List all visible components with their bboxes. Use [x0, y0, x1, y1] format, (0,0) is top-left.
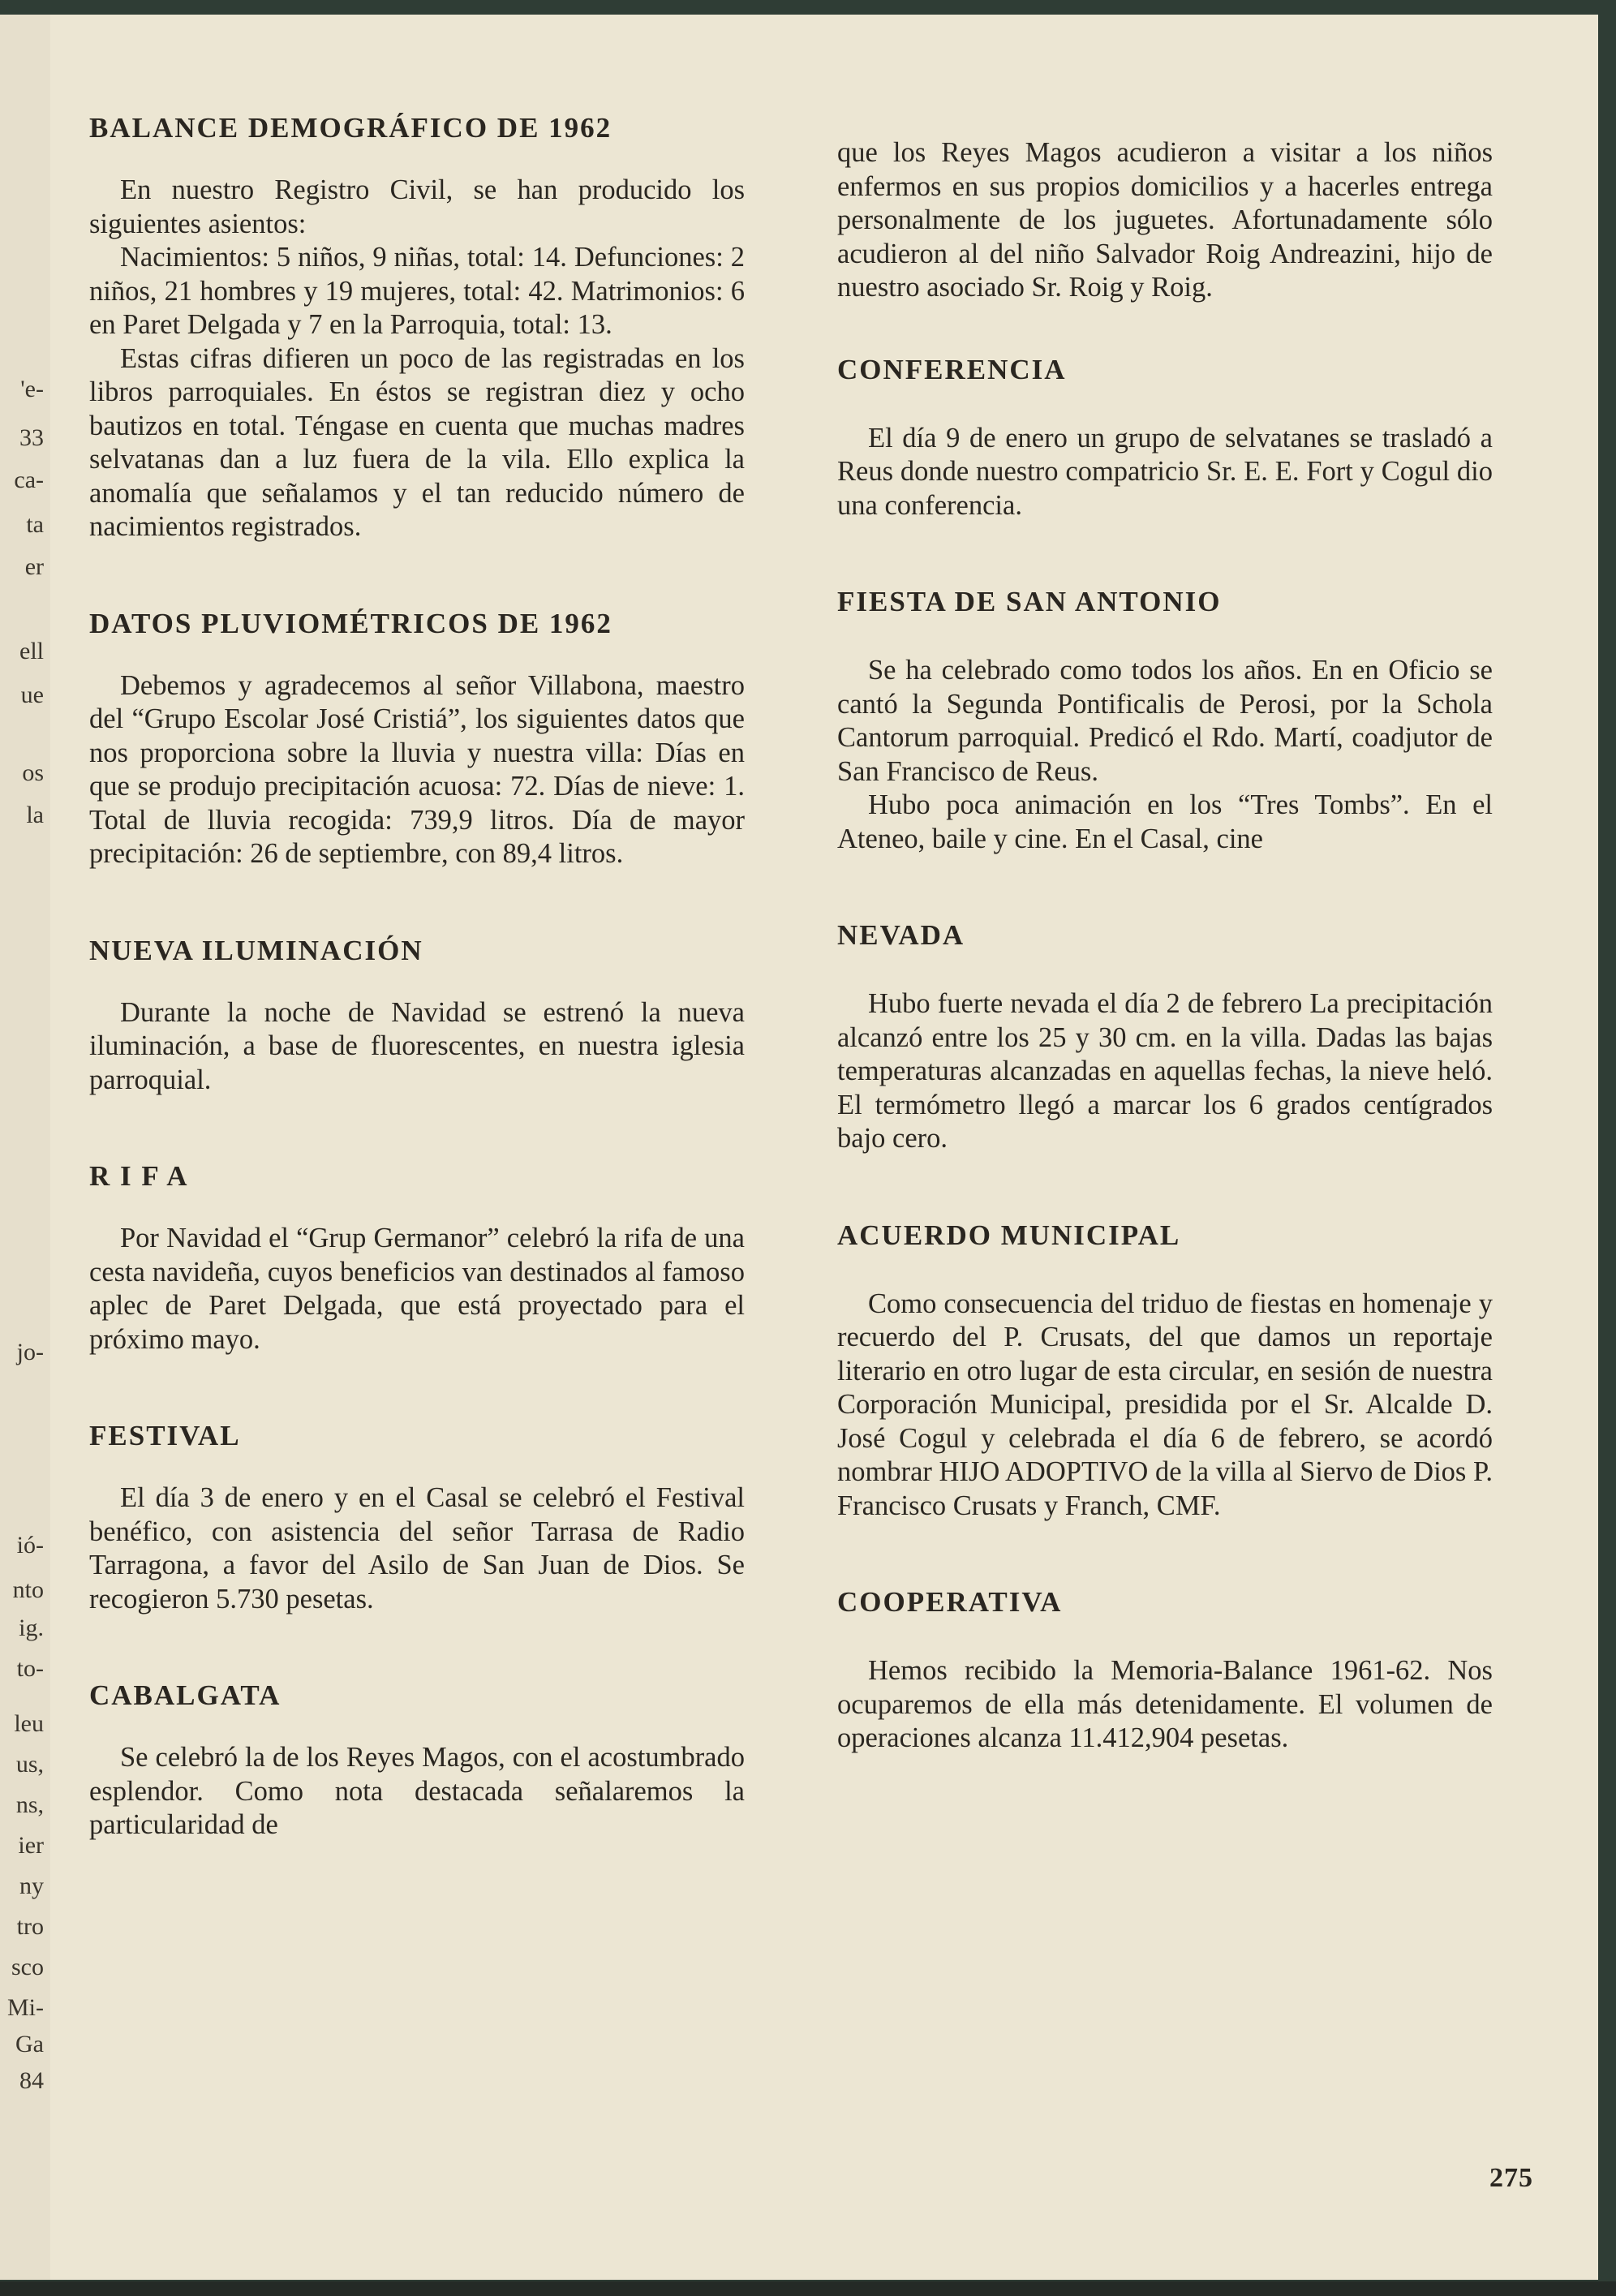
spine-fragment: ier	[18, 1832, 44, 1859]
article-section	[837, 354, 1493, 523]
spine-fragment: jo-	[16, 1339, 44, 1365]
section-paragraph: Durante la noche de Navidad se estrenó la nueva iluminación, a base de fluorescentes, en nuestra iglesia parroquial.	[89, 996, 745, 1095]
article-section	[837, 1586, 1493, 1756]
article-section	[837, 919, 1493, 1156]
right-column	[837, 136, 1493, 1819]
section-paragraph: que los Reyes Magos acudieron a visitar a los niños enfermos en sus propios domicilios y a hacerles entrega personalmente de los juguetes. Afortunadamente sólo acudieron al del niño Salvador Roig Andreazini, hijo de nuestro asociado Sr. Roig y Roig.	[837, 137, 1493, 303]
section-heading: DATOS PLUVIOMÉTRICOS DE 1962	[89, 607, 612, 639]
section-heading: ACUERDO MUNICIPAL	[837, 1219, 1181, 1251]
section-heading: R I F A	[89, 1160, 189, 1192]
spine-fragment: leu	[14, 1710, 44, 1737]
article-section	[89, 608, 745, 871]
spine-fragment: ig.	[19, 1615, 44, 1641]
section-heading: NUEVA ILUMINACIÓN	[89, 934, 423, 966]
section-paragraph: Se celebró la de los Reyes Magos, con el acostumbrado esplendor. Como nota destacada señalaremos la particularidad de	[89, 1742, 745, 1840]
spine-fragment: ny	[19, 1872, 44, 1899]
spine-fragment: er	[24, 553, 44, 580]
section-heading: COOPERATIVA	[837, 1586, 1063, 1618]
section-paragraph: Hubo fuerte nevada el día 2 de febrero La precipitación alcanzó entre los 25 y 30 cm. en la villa. Dadas las bajas temperaturas alcanzadas en aquellas fechas, la nieve heló. El termómetro llegó a marcar los 6 grados centígrados bajo cero.	[837, 988, 1493, 1154]
section-paragraph: Por Navidad el “Grup Germanor” celebró la rifa de una cesta navideña, cuyos beneficios van destinados al famoso aplec de Paret Delgada, que está proyectado para el próximo mayo.	[89, 1223, 745, 1355]
article-section	[837, 1219, 1493, 1524]
spine-fragment: Ga	[15, 2031, 44, 2057]
section-paragraph: El día 3 de enero y en el Casal se celebró el Festival benéfico, con asistencia del señor Tarrasa de Radio Tarragona, a favor del Asilo de San Juan de Dios. Se recogieron 5.730 pesetas.	[89, 1482, 745, 1615]
section-heading: FIESTA DE SAN ANTONIO	[837, 586, 1222, 617]
section-heading: FESTIVAL	[89, 1420, 241, 1451]
page-number: 275	[1489, 2163, 1533, 2193]
spine-fragment: Mi-	[7, 1994, 44, 2021]
section-paragraph: En nuestro Registro Civil, se han producido los siguientes asientos:	[89, 174, 745, 239]
spine-fragment: us,	[15, 1751, 44, 1778]
section-paragraph: Hubo poca animación en los “Tres Tombs”. En el Ateneo, baile y cine. En el Casal, cine	[837, 789, 1493, 854]
article-section	[837, 586, 1493, 856]
spine-fragment: ta	[26, 511, 44, 538]
spine-fragment: ca-	[14, 467, 44, 493]
section-paragraph: Hemos recibido la Memoria-Balance 1961-62. Nos ocuparemos de ella más detenidamente. El volumen de operaciones alcanza 11.412,904 pesetas.	[837, 1655, 1493, 1753]
spine-fragment: os	[22, 759, 44, 786]
section-paragraph: Se ha celebrado como todos los años. En en Oficio se cantó la Segunda Pontificalis de Perosi, por la Schola Cantorum parroquial. Predicó el Rdo. Martí, coadjutor de San Francisco de Reus.	[837, 655, 1493, 787]
spine-fragment: ns,	[15, 1791, 44, 1818]
spine-fragment: to-	[16, 1655, 44, 1682]
spine-fragment: 33	[19, 424, 44, 451]
spine-fragment: ell	[19, 638, 44, 664]
article-section	[89, 1160, 745, 1357]
spine-fragment: ue	[20, 681, 44, 708]
section-paragraph: Nacimientos: 5 niños, 9 niñas, total: 14. Defunciones: 2 niños, 21 hombres y 19 mujeres, total: 42. Matrimonios: 6 en Paret Delgada y 7 en la Parroquia, total: 13.	[89, 242, 745, 340]
document-page	[50, 15, 1598, 2280]
left-column	[89, 112, 745, 1906]
section-paragraph: Estas cifras difieren un poco de las registradas en los libros parroquiales. En éstos se registran diez y ocho bautizos en total. Téngase en cuenta que muchas madres selvatanas dan a luz fuera de la vila. Ello explica la anomalía que señalamos y el tan reducido número de nacimientos registrados.	[89, 342, 745, 542]
article-section	[89, 112, 745, 544]
section-paragraph: El día 9 de enero un grupo de selvatanes se trasladó a Reus donde nuestro compatricio Sr. E. E. Fort y Cogul dio una conferencia.	[837, 422, 1493, 521]
article-section	[89, 1679, 745, 1842]
article-section	[89, 1420, 745, 1616]
facing-page-edge	[0, 15, 53, 2280]
section-heading: NEVADA	[837, 919, 965, 951]
article-section	[89, 935, 745, 1098]
spine-fragment: nto	[12, 1576, 44, 1603]
spine-fragment: 84	[19, 2067, 44, 2094]
section-paragraph: Como consecuencia del triduo de fiestas en homenaje y recuerdo del P. Crusats, del que damos un reportaje literario en otro lugar de esta circular, en sesión de nuestra Corporación Municipal, presidida por el Sr. Alcalde D. José Cogul y celebrada el día 6 de febrero, se acordó nombrar HIJO ADOPTIVO de la villa al Siervo de Dios P. Francisco Crusats y Franch, CMF.	[837, 1288, 1493, 1521]
section-heading: BALANCE DEMOGRÁFICO DE 1962	[89, 112, 612, 144]
section-heading: CABALGATA	[89, 1679, 282, 1711]
section-paragraph: Debemos y agradecemos al señor Villabona, maestro del “Grupo Escolar José Cristiá”, los siguientes datos que nos proporciona sobre la lluvia y nuestra villa: Días en que se produjo precipitación acuosa: 72. Días de nieve: 1. Total de lluvia recogida: 739,9 litros. Día de mayor precipitación: 26 de septiembre, con 89,4 litros.	[89, 669, 745, 869]
spine-fragment: sco	[11, 1954, 44, 1980]
spine-fragment: 'e-	[20, 376, 44, 402]
spine-fragment: tro	[16, 1913, 44, 1940]
spine-fragment: ió-	[16, 1532, 44, 1559]
spine-fragment: la	[26, 802, 44, 828]
scan-bottom-edge	[0, 2281, 1616, 2296]
article-section	[837, 136, 1493, 305]
section-heading: CONFERENCIA	[837, 353, 1067, 385]
